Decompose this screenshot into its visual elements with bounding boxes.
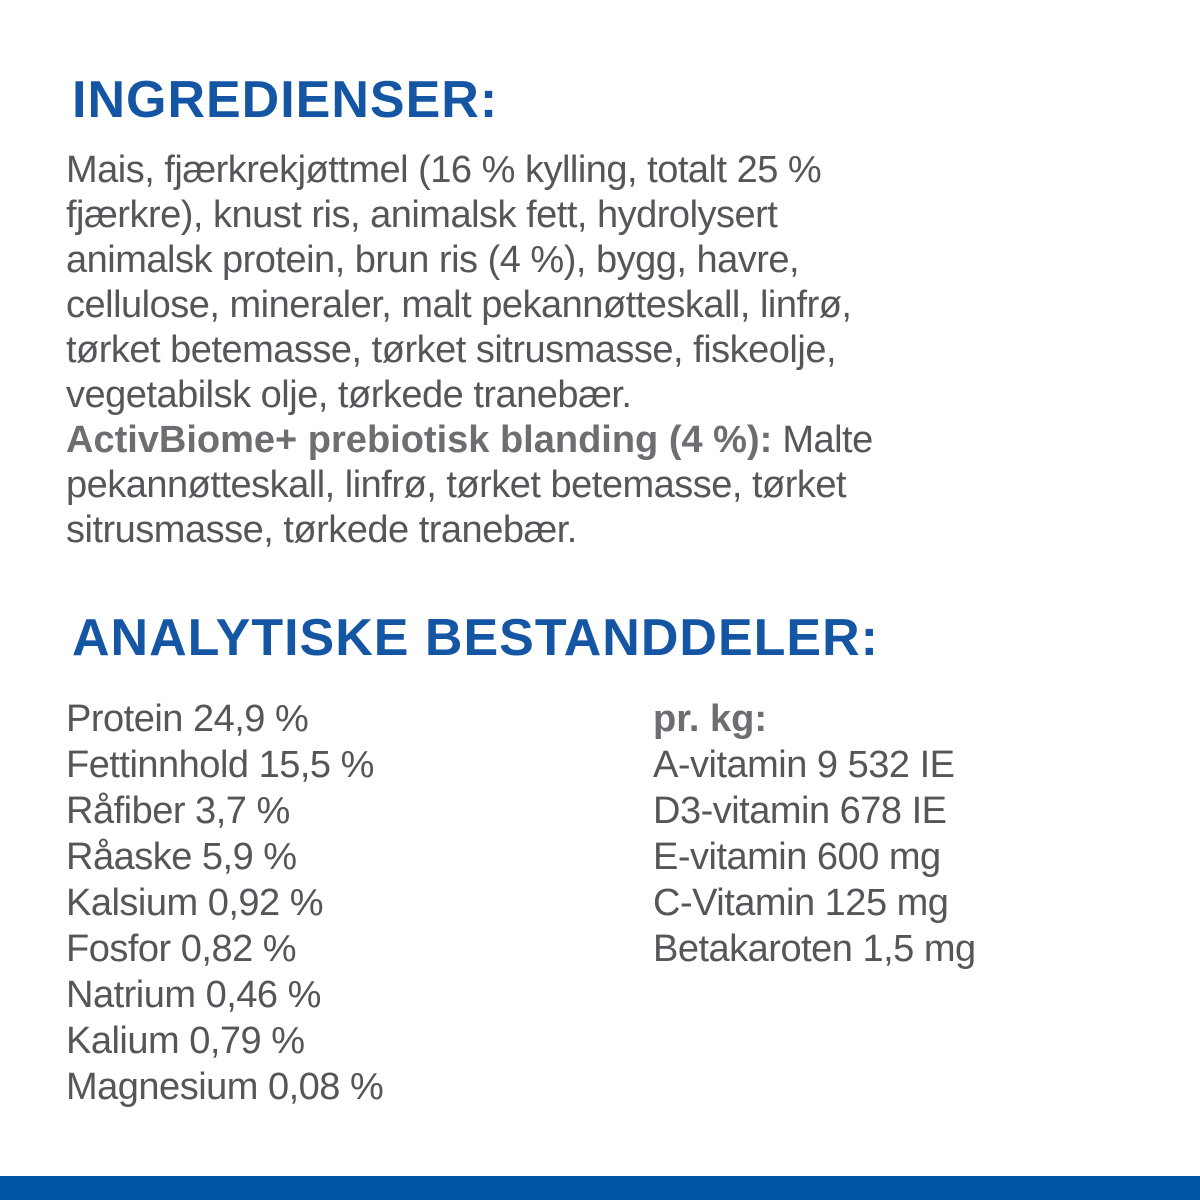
vitamin-item: C-Vitamin 125 mg (653, 882, 949, 924)
analysis-item: Kalium 0,79 % (66, 1020, 305, 1062)
footer-blue-bar (0, 1176, 1200, 1200)
analysis-item: Natrium 0,46 % (66, 974, 321, 1016)
analysis-per-kg-column (653, 696, 1166, 1110)
ingredients-line: vegetabilsk olje, tørkede tranebær. (66, 374, 632, 416)
analysis-item: Råaske 5,9 % (66, 836, 297, 878)
analysis-item: Protein 24,9 % (66, 698, 309, 740)
activbiome-line: pekannøtteskall, linfrø, tørket betemasse, tørket (66, 464, 847, 506)
analytical-constituents (66, 696, 1166, 1110)
vitamin-item: Betakaroten 1,5 mg (653, 928, 976, 970)
vitamin-item: A-vitamin 9 532 IE (653, 744, 955, 786)
activbiome-line (66, 418, 873, 463)
ingredients-line: fjærkre), knust ris, animalsk fett, hydrolysert (66, 194, 778, 236)
activbiome-line: sitrusmasse, tørkede tranebær. (66, 509, 577, 551)
analysis-item: Fettinnhold 15,5 % (66, 744, 374, 786)
analysis-item: Kalsium 0,92 % (66, 882, 324, 924)
analytical-constituents-heading: ANALYTISKE BESTANDDELER: (72, 609, 879, 667)
ingredients-line: animalsk protein, brun ris (4 %), bygg, havre, (66, 239, 800, 281)
activbiome-label: ActivBiome+ prebiotisk blanding (4 %): (66, 419, 773, 461)
analysis-item: Råfiber 3,7 % (66, 790, 290, 832)
ingredients-text (66, 148, 873, 553)
analysis-left-column (66, 696, 653, 1110)
ingredients-line: tørket betemasse, tørket sitrusmasse, fiskeolje, (66, 329, 837, 371)
analysis-item: Magnesium 0,08 % (66, 1066, 384, 1108)
ingredients-heading: INGREDIENSER: (72, 71, 499, 129)
vitamin-item: E-vitamin 600 mg (653, 836, 941, 878)
ingredients-line: cellulose, mineraler, malt pekannøtteskall, linfrø, (66, 284, 852, 326)
analysis-item: Fosfor 0,82 % (66, 928, 297, 970)
ingredients-line: Mais, fjærkrekjøttmel (16 % kylling, totalt 25 % (66, 149, 822, 191)
activbiome-line-rest: Malte (772, 419, 873, 461)
per-kg-heading: pr. kg: (653, 698, 768, 740)
vitamin-item: D3-vitamin 678 IE (653, 790, 947, 832)
